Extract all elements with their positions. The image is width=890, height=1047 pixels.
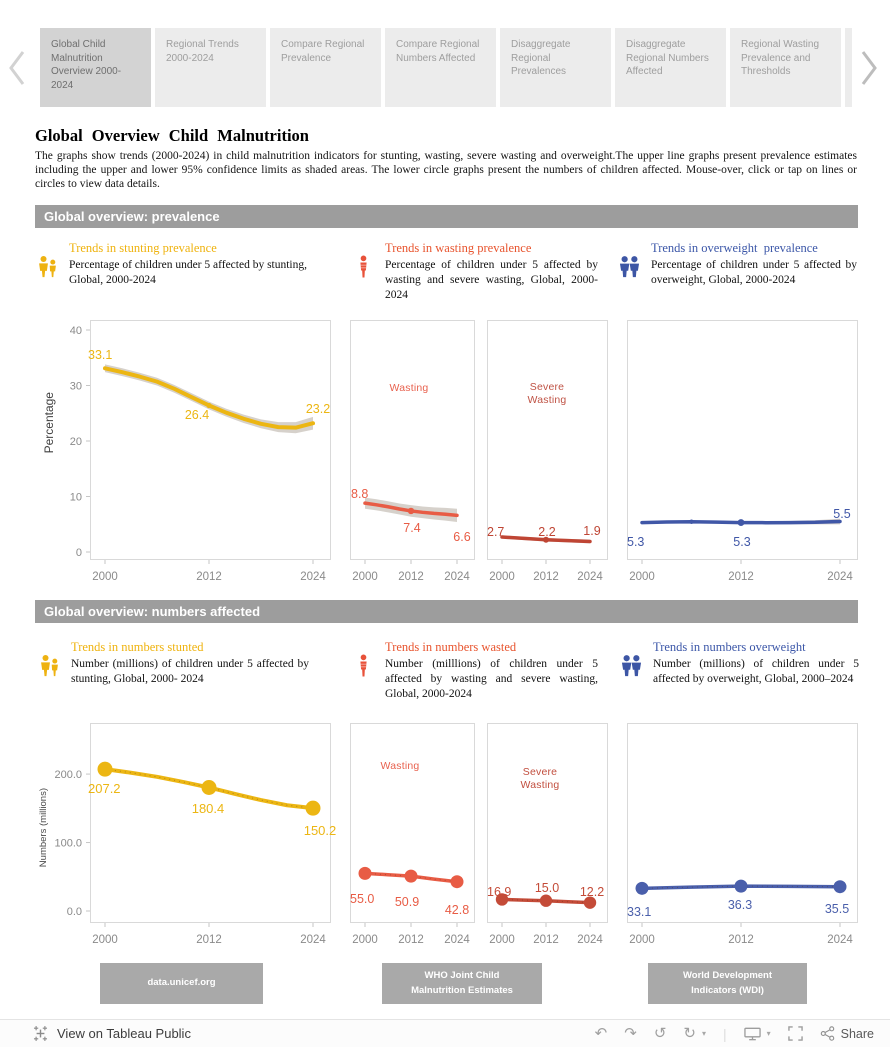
chart-numbers-overweight[interactable] — [627, 723, 858, 951]
svg-text:36.3: 36.3 — [727, 898, 753, 912]
chart-severe-wasting-prevalence[interactable] — [487, 320, 608, 588]
panel-title: Trends in wasting prevalence — [385, 241, 532, 255]
share-icon — [820, 1026, 835, 1041]
svg-text:2.2: 2.2 — [538, 525, 556, 539]
chart-numbers-wasted[interactable] — [350, 723, 475, 951]
svg-text:2000: 2000 — [489, 571, 515, 583]
tab-compare-regional-numbers[interactable]: Compare Regional Numbers Affected — [385, 28, 496, 107]
panel-description: Number (millions) of children under 5 affected by stunting, Global, 2000- 2024 — [71, 658, 309, 686]
svg-text:0: 0 — [75, 547, 82, 559]
tab-compare-regional-prevalence[interactable]: Compare Regional Prevalence — [270, 28, 381, 107]
svg-text:2012: 2012 — [398, 571, 424, 583]
svg-text:Severe: Severe — [529, 381, 565, 393]
svg-text:207.2: 207.2 — [88, 781, 121, 796]
svg-text:2000: 2000 — [629, 934, 655, 946]
svg-text:100.0: 100.0 — [54, 837, 82, 850]
svg-text:33.1: 33.1 — [627, 905, 652, 919]
tab-partial-next[interactable] — [845, 28, 852, 107]
svg-text:8.8: 8.8 — [351, 487, 369, 501]
svg-text:Wasting: Wasting — [527, 394, 567, 406]
page-description: The graphs show trends (2000-2024) in child malnutrition indicators for stunting, wasting, severe wasting and overweight.The upper line graphs present prevalence estimates including the upper and lower 95% confidence limits as shaded areas. The lower circle graphs present the numbers of children affected. Mouse-over, click or tap on lines or circles to view data details. — [35, 150, 857, 191]
two-children-bold-icon — [620, 653, 643, 678]
svg-text:40: 40 — [69, 325, 82, 337]
svg-text:55.0: 55.0 — [350, 892, 375, 906]
panel-overweight-prevalence — [618, 241, 858, 288]
panel-stunting-prevalence — [36, 241, 308, 288]
source-button-wdi[interactable]: World Development Indicators (WDI) — [648, 963, 807, 1004]
svg-text:5.3: 5.3 — [733, 535, 751, 549]
panel-wasting-prevalence — [352, 241, 598, 304]
svg-text:200.0: 200.0 — [54, 769, 82, 782]
y-axis-title-percentage: Percentage — [42, 392, 56, 454]
svg-text:5.5: 5.5 — [833, 507, 851, 521]
sheet-tab-bar — [40, 28, 841, 107]
toolbar-divider: | — [722, 1025, 727, 1042]
tab-global-overview[interactable]: Global Child Malnutrition Overview 2000-2024 — [40, 28, 151, 107]
svg-text:2012: 2012 — [196, 934, 222, 946]
svg-text:33.1: 33.1 — [88, 348, 113, 362]
panel-title: Trends in stunting prevalence — [69, 241, 217, 255]
svg-text:2000: 2000 — [352, 934, 378, 946]
svg-text:2000: 2000 — [352, 571, 378, 583]
undo-icon[interactable]: ↶ — [594, 1024, 608, 1042]
share-label: Share — [840, 1026, 874, 1041]
display-icon[interactable] — [744, 1027, 761, 1041]
svg-text:180.4: 180.4 — [191, 801, 225, 816]
svg-text:2012: 2012 — [728, 571, 754, 583]
section-header-prevalence: Global overview: prevalence — [35, 205, 858, 228]
svg-text:2024: 2024 — [577, 571, 603, 583]
chart-numbers-stunted[interactable] — [54, 723, 337, 951]
tab-disaggregate-numbers[interactable]: Disaggregate Regional Numbers Affected — [615, 28, 726, 107]
page-title: Global Overview Child Malnutrition — [35, 126, 309, 145]
display-menu-caret-icon[interactable]: ▾ — [766, 1029, 771, 1038]
tabs-scroll-left-icon[interactable] — [4, 46, 30, 90]
svg-text:2024: 2024 — [577, 934, 603, 946]
two-children-icon — [38, 653, 61, 678]
thin-child-icon — [352, 653, 375, 678]
svg-text:150.2: 150.2 — [303, 823, 337, 838]
panel-description: Number (millions) of children under 5 affected by overweight, Global, 2000–2024 — [653, 658, 859, 686]
panel-title: Trends in overweight prevalence — [651, 241, 818, 255]
refresh-icon[interactable]: ↻ — [683, 1024, 696, 1042]
svg-text:7.4: 7.4 — [403, 521, 421, 535]
svg-text:Severe: Severe — [522, 766, 558, 778]
svg-text:26.4: 26.4 — [184, 408, 210, 422]
panel-title: Trends in numbers stunted — [71, 640, 204, 654]
svg-text:1.9: 1.9 — [583, 524, 601, 538]
chart-overweight-prevalence[interactable] — [627, 320, 858, 588]
section-header-numbers-affected: Global overview: numbers affected — [35, 600, 858, 623]
svg-text:10: 10 — [69, 491, 82, 504]
svg-text:Wasting: Wasting — [380, 760, 420, 772]
tableau-logo — [32, 1025, 49, 1042]
share-button[interactable] — [820, 1026, 874, 1041]
svg-text:12.2: 12.2 — [579, 885, 605, 899]
chart-stunting-prevalence[interactable] — [55, 320, 331, 588]
svg-text:2000: 2000 — [489, 934, 515, 946]
svg-text:16.9: 16.9 — [487, 885, 512, 899]
svg-text:2012: 2012 — [728, 934, 754, 946]
svg-text:2012: 2012 — [533, 934, 559, 946]
chart-wasting-prevalence[interactable] — [350, 320, 475, 588]
svg-text:50.9: 50.9 — [394, 895, 420, 909]
svg-text:15.0: 15.0 — [534, 881, 560, 895]
y-axis-title-numbers: Numbers (millions) — [38, 788, 49, 868]
svg-text:2012: 2012 — [533, 571, 559, 583]
panel-title: Trends in numbers overweight — [653, 640, 806, 654]
svg-text:20: 20 — [69, 436, 82, 448]
source-button-unicef[interactable]: data.unicef.org — [100, 963, 263, 1004]
svg-text:23.2: 23.2 — [305, 402, 331, 416]
tab-regional-wasting-thresholds[interactable]: Regional Wasting Prevalence and Thresholds — [730, 28, 841, 107]
panel-numbers-overweight — [620, 640, 860, 687]
svg-text:2024: 2024 — [444, 571, 470, 583]
svg-text:2000: 2000 — [92, 934, 118, 946]
two-children-icon — [36, 254, 59, 279]
panel-description: Percentage of children under 5 affected by overweight, Global, 2000-2024 — [651, 259, 857, 287]
svg-text:2000: 2000 — [92, 571, 118, 583]
svg-text:5.3: 5.3 — [627, 535, 645, 549]
svg-text:2012: 2012 — [196, 571, 222, 583]
panel-description: Number (milllions) of children under 5 affected by wasting and severe wasting, Global, 2000-2024 — [385, 658, 598, 701]
svg-text:0.0: 0.0 — [66, 906, 82, 918]
source-button-who-jme[interactable]: WHO Joint Child Malnutrition Estimates — [382, 963, 542, 1004]
panel-description: Percentage of children under 5 affected by stunting, Global, 2000-2024 — [69, 259, 308, 287]
tableau-toolbar — [0, 1019, 890, 1047]
tabs-scroll-right-icon[interactable] — [856, 46, 882, 90]
svg-text:2024: 2024 — [827, 571, 853, 583]
svg-text:30: 30 — [69, 380, 82, 393]
svg-text:2012: 2012 — [398, 934, 424, 946]
tab-disaggregate-prevalences[interactable]: Disaggregate Regional Prevalences — [500, 28, 611, 107]
svg-text:42.8: 42.8 — [444, 903, 470, 917]
two-children-bold-icon — [618, 254, 641, 279]
fullscreen-icon[interactable] — [788, 1026, 803, 1041]
svg-text:Wasting: Wasting — [389, 382, 429, 394]
chart-numbers-severe-wasted[interactable] — [487, 723, 608, 951]
svg-text:2024: 2024 — [300, 934, 326, 946]
thin-child-icon — [352, 254, 375, 279]
panel-description: Percentage of children under 5 affected by wasting and severe wasting, Global, 2000-2024 — [385, 259, 598, 302]
svg-text:Wasting: Wasting — [520, 779, 560, 791]
tab-regional-trends[interactable]: Regional Trends 2000-2024 — [155, 28, 266, 107]
panel-numbers-wasted — [352, 640, 598, 703]
panel-title: Trends in numbers wasted — [385, 640, 517, 654]
svg-text:2024: 2024 — [300, 571, 326, 583]
svg-text:2.7: 2.7 — [487, 525, 505, 539]
view-on-tableau-public-link[interactable] — [32, 1025, 191, 1042]
svg-text:2024: 2024 — [827, 934, 853, 946]
refresh-menu-caret-icon[interactable]: ▾ — [701, 1029, 706, 1038]
revert-icon[interactable]: ↺ — [653, 1024, 667, 1042]
redo-icon[interactable]: ↷ — [624, 1024, 637, 1042]
svg-text:35.5: 35.5 — [824, 902, 850, 916]
svg-text:2024: 2024 — [444, 934, 470, 946]
panel-numbers-stunted — [38, 640, 310, 687]
svg-text:6.6: 6.6 — [453, 530, 471, 544]
svg-text:2000: 2000 — [629, 571, 655, 583]
view-on-tableau-public-label: View on Tableau Public — [57, 1026, 191, 1041]
